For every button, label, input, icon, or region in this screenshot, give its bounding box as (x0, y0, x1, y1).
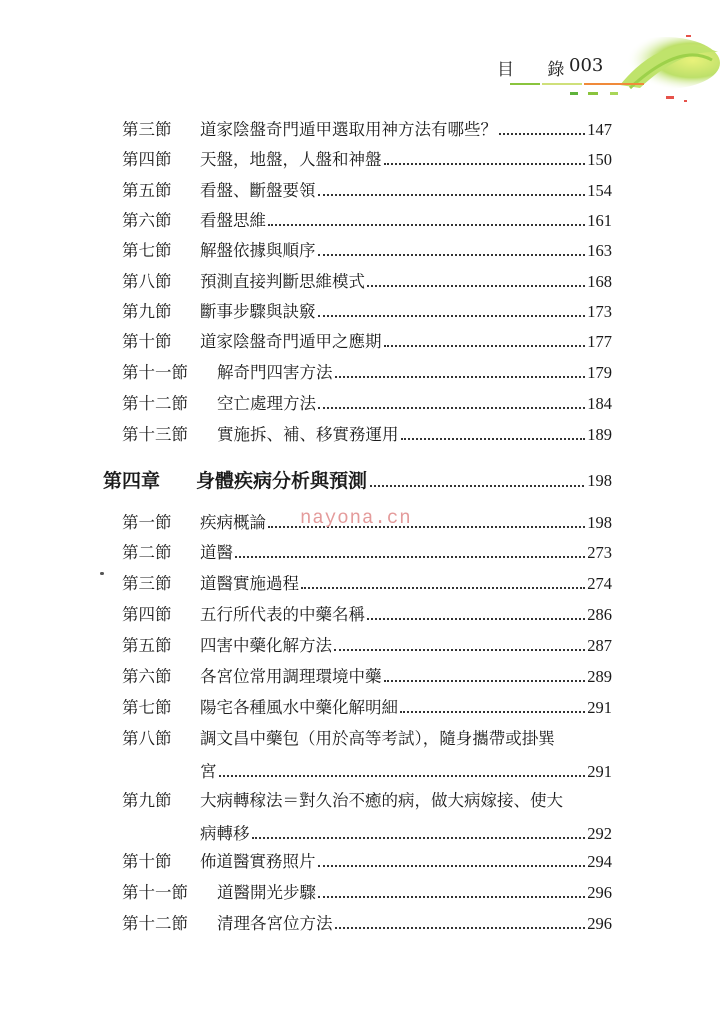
section-title: 道家陰盤奇門遁甲之應期 (200, 332, 382, 351)
toc-entry[interactable] (122, 883, 612, 903)
page-number: 296 (587, 883, 612, 902)
page-number: 173 (587, 302, 612, 321)
toc-entry[interactable] (122, 120, 612, 140)
section-label: 第三節 (122, 574, 172, 593)
dot-leader (318, 407, 585, 409)
section-label: 第五節 (122, 636, 172, 655)
page-number: 287 (587, 636, 612, 655)
section-title: 實施拆、補、移實務運用 (217, 425, 399, 444)
dot-leader (318, 865, 586, 867)
chapter-label: 第四章 (103, 470, 161, 492)
section-title: 道醫開光步驟 (217, 883, 316, 902)
page-number: 198 (587, 471, 612, 490)
page-number: 273 (587, 543, 612, 562)
dot-leader (335, 927, 586, 929)
toc-entry[interactable] (122, 181, 612, 201)
chapter-title: 身體疾病分析與預測 (196, 470, 368, 492)
page-number: 291 (587, 698, 612, 717)
toc-entry[interactable] (122, 150, 612, 170)
section-label: 第八節 (122, 729, 172, 748)
header-page-number: 003 (569, 55, 604, 76)
section-label: 第一節 (122, 513, 172, 532)
section-title: 調文昌中藥包（用於高等考試），隨身攜帶或掛巽 (200, 729, 555, 748)
toc-entry[interactable] (122, 394, 612, 414)
page-number: 189 (587, 425, 612, 444)
dot-leader (384, 680, 586, 682)
section-label: 第八節 (122, 272, 172, 291)
section-label: 第十一節 (122, 883, 188, 902)
section-label: 第六節 (122, 667, 172, 686)
section-title: 大病轉稼法＝對久治不癒的病，做大病嫁接、使大 (200, 791, 563, 810)
toc-entry[interactable] (122, 332, 612, 352)
page-number: 294 (587, 852, 612, 871)
dot-leader (401, 438, 586, 440)
section-title: 五行所代表的中藥名稱 (200, 605, 365, 624)
page-number: 179 (587, 363, 612, 382)
section-title: 佈道醫實務照片 (200, 852, 316, 871)
toc-entry[interactable] (122, 425, 612, 445)
section-label: 第四節 (122, 605, 172, 624)
section-title: 道醫實施過程 (200, 574, 299, 593)
section-title: 解盤依據與順序 (200, 241, 316, 260)
toc-entry[interactable] (122, 211, 612, 231)
page-number: 289 (587, 667, 612, 686)
chapter-heading[interactable] (103, 470, 612, 492)
toc-entry[interactable] (122, 302, 612, 322)
section-title: 四害中藥化解方法 (200, 636, 332, 655)
scan-speck (100, 572, 104, 575)
dot-leader (384, 163, 586, 165)
section-title: 疾病概論 (200, 513, 266, 532)
section-label: 第九節 (122, 791, 172, 810)
page-number: 163 (587, 241, 612, 260)
page-number: 147 (587, 120, 612, 139)
section-label: 第十三節 (122, 425, 188, 444)
toc-entry[interactable] (122, 636, 612, 656)
dot-leader (219, 775, 586, 777)
page-number: 291 (587, 762, 612, 781)
dot-leader (318, 896, 585, 898)
section-title: 空亡處理方法 (217, 394, 316, 413)
toc-entry[interactable] (122, 667, 612, 687)
dot-leader (335, 376, 586, 378)
toc-entry[interactable] (122, 574, 612, 594)
dot-leader (367, 285, 585, 287)
page-number: 154 (587, 181, 612, 200)
section-label: 第十一節 (122, 363, 188, 382)
page-number: 184 (587, 394, 612, 413)
section-label: 第七節 (122, 698, 172, 717)
dot-leader (318, 254, 586, 256)
toc-entry[interactable] (122, 241, 612, 261)
toc-entry[interactable] (122, 698, 612, 718)
section-title-continued: 宮 (200, 762, 217, 781)
section-label: 第五節 (122, 181, 172, 200)
dot-leader (318, 194, 586, 196)
section-title: 解奇門四害方法 (217, 363, 333, 382)
section-title: 預測直接判斷思維模式 (200, 272, 365, 291)
section-title: 看盤、斷盤要領 (200, 181, 316, 200)
toc-entry[interactable] (122, 852, 612, 872)
section-label: 第四節 (122, 150, 172, 169)
section-label: 第七節 (122, 241, 172, 260)
section-label: 第二節 (122, 543, 172, 562)
section-title-continued: 病轉移 (200, 824, 250, 843)
page-number: 286 (587, 605, 612, 624)
dot-leader (334, 649, 585, 651)
dot-leader (318, 315, 586, 317)
page-number: 296 (587, 914, 612, 933)
toc-entry[interactable] (122, 605, 612, 625)
page-number: 161 (587, 211, 612, 230)
toc-entry[interactable] (122, 363, 612, 383)
page-number: 168 (587, 272, 612, 291)
section-title: 各宮位常用調理環境中藥 (200, 667, 382, 686)
dot-leader (268, 224, 585, 226)
toc-entry[interactable] (122, 272, 612, 292)
header-title: 目 錄 (497, 60, 579, 80)
section-title: 陽宅各種風水中藥化解明細 (200, 698, 398, 717)
section-label: 第九節 (122, 302, 172, 321)
section-label: 第三節 (122, 120, 172, 139)
dot-leader (384, 345, 586, 347)
section-title: 斷事步驟與訣竅 (200, 302, 316, 321)
dot-leader (499, 133, 585, 135)
section-label: 第十節 (122, 332, 172, 351)
toc-entry[interactable] (122, 543, 612, 563)
section-title: 道醫 (200, 543, 233, 562)
dot-leader (301, 587, 585, 589)
section-title: 道家陰盤奇門遁甲選取用神方法有哪些？ (200, 120, 497, 139)
section-label: 第十二節 (122, 394, 188, 413)
dot-leader (367, 618, 585, 620)
dot-leader (400, 711, 585, 713)
section-title: 清理各宮位方法 (217, 914, 333, 933)
section-title: 天盤，地盤，人盤和神盤 (200, 150, 382, 169)
page-number: 274 (587, 574, 612, 593)
page-number: 177 (587, 332, 612, 351)
section-label: 第十節 (122, 852, 172, 871)
toc-entry[interactable] (122, 729, 612, 782)
watermark-text: nayona.cn (300, 507, 412, 529)
dot-leader (252, 837, 586, 839)
page-number: 150 (587, 150, 612, 169)
page-number: 292 (587, 824, 612, 843)
toc-entry[interactable] (122, 791, 612, 844)
toc-entry[interactable] (122, 914, 612, 934)
page-number: 198 (587, 513, 612, 532)
dot-leader (235, 556, 585, 558)
dot-leader (370, 485, 584, 487)
section-label: 第十二節 (122, 914, 188, 933)
section-label: 第六節 (122, 211, 172, 230)
section-title: 看盤思維 (200, 211, 266, 230)
